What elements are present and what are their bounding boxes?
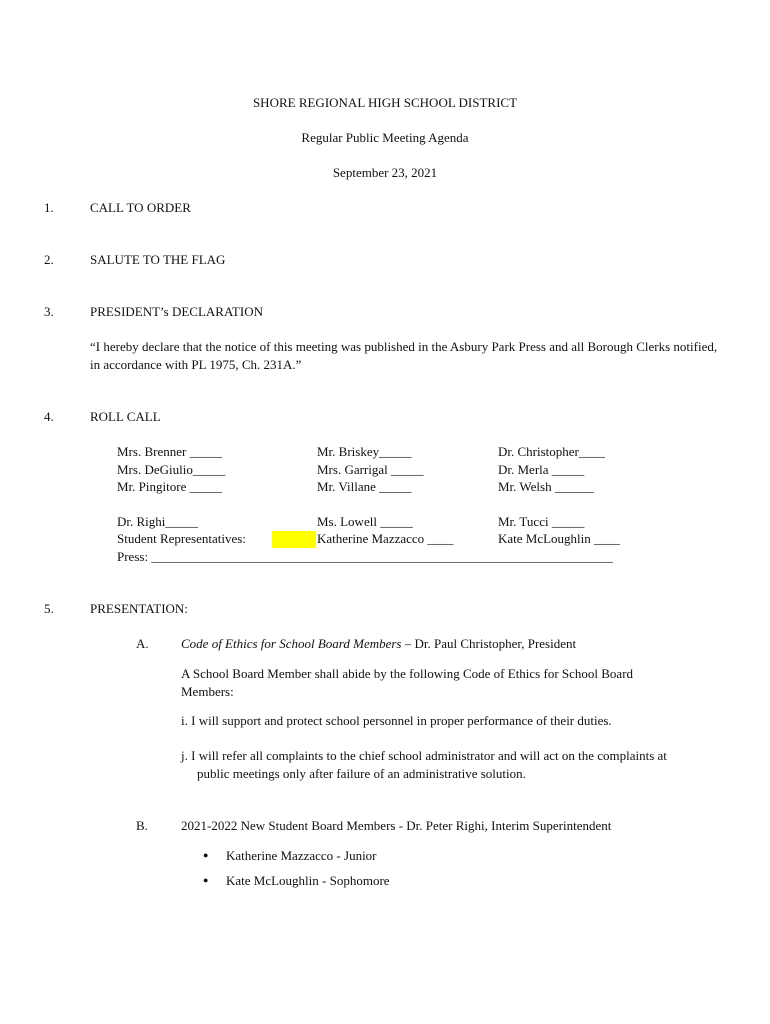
roll-entry: Dr. Merla _____ [498,462,585,477]
meeting-title: Regular Public Meeting Agenda [301,130,469,145]
item-presidents-declaration: PRESIDENT’s DECLARATION [90,304,263,319]
code-of-ethics-presenter: – Dr. Paul Christopher, President [401,636,577,651]
code-of-ethics-heading [181,635,576,653]
bullet-icon: ● [203,850,209,860]
code-of-ethics-intro: A School Board Member shall abide by the following Code of Ethics for School Board Members: [181,666,634,699]
student-member-item: Kate McLoughlin - Sophomore [226,873,390,888]
district-title: SHORE REGIONAL HIGH SCHOOL DISTRICT [252,95,518,110]
roll-entry: Mr. Welsh ______ [498,479,594,494]
item-number: 4. [44,409,54,424]
item-salute-flag: SALUTE TO THE FLAG [90,252,226,267]
item-number: 3. [44,304,54,319]
item-number: 1. [44,200,54,215]
item-roll-call: ROLL CALL [90,409,161,424]
roll-entry: Dr. Christopher____ [498,444,605,459]
ethics-point: j. I will refer all complaints to the chief school administrator and will act on the complaints at [181,748,667,763]
student-member-item: Katherine Mazzacco - Junior [226,848,377,863]
item-call-to-order: CALL TO ORDER [90,200,191,215]
roll-entry: Mr. Tucci _____ [498,514,585,529]
student-board-members-heading: 2021-2022 New Student Board Members - Dr. Peter Righi, Interim Superintendent [181,818,612,833]
item-presentation: PRESENTATION: [90,601,188,616]
meeting-date: September 23, 2021 [332,165,438,180]
roll-entry: Mrs. DeGiulio_____ [117,462,226,477]
roll-entry: Mr. Pingitore _____ [117,479,223,494]
code-of-ethics-title: Code of Ethics for School Board Members [181,636,402,651]
highlight-mark [272,531,316,548]
roll-entry: Mrs. Brenner _____ [117,444,223,459]
roll-entry: Kate McLoughlin ____ [498,531,621,546]
ethics-point-continued: public meetings only after failure of an administrative solution. [197,766,526,781]
ethics-point: i. I will support and protect school personnel in proper performance of their duties. [181,713,612,728]
subitem-letter: A. [136,636,149,651]
bullet-icon: ● [203,875,209,885]
item-number: 5. [44,601,54,616]
press-line: Press: _______________________________________________________________________ [117,549,613,564]
subitem-letter: B. [136,818,148,833]
student-representatives-label: Student Representatives: [117,531,246,546]
roll-entry: Katherine Mazzacco ____ [317,531,454,546]
item-number: 2. [44,252,54,267]
roll-entry: Mr. Briskey_____ [317,444,412,459]
roll-entry: Ms. Lowell _____ [317,514,413,529]
roll-entry: Mrs. Garrigal _____ [317,462,424,477]
roll-entry: Dr. Righi_____ [117,514,198,529]
declaration-text: “I hereby declare that the notice of this meeting was published in the Asbury Park Press and all Borough Clerks notified, in accordance with PL 1975, Ch. 231A.” [90,339,718,372]
roll-entry: Mr. Villane _____ [317,479,412,494]
